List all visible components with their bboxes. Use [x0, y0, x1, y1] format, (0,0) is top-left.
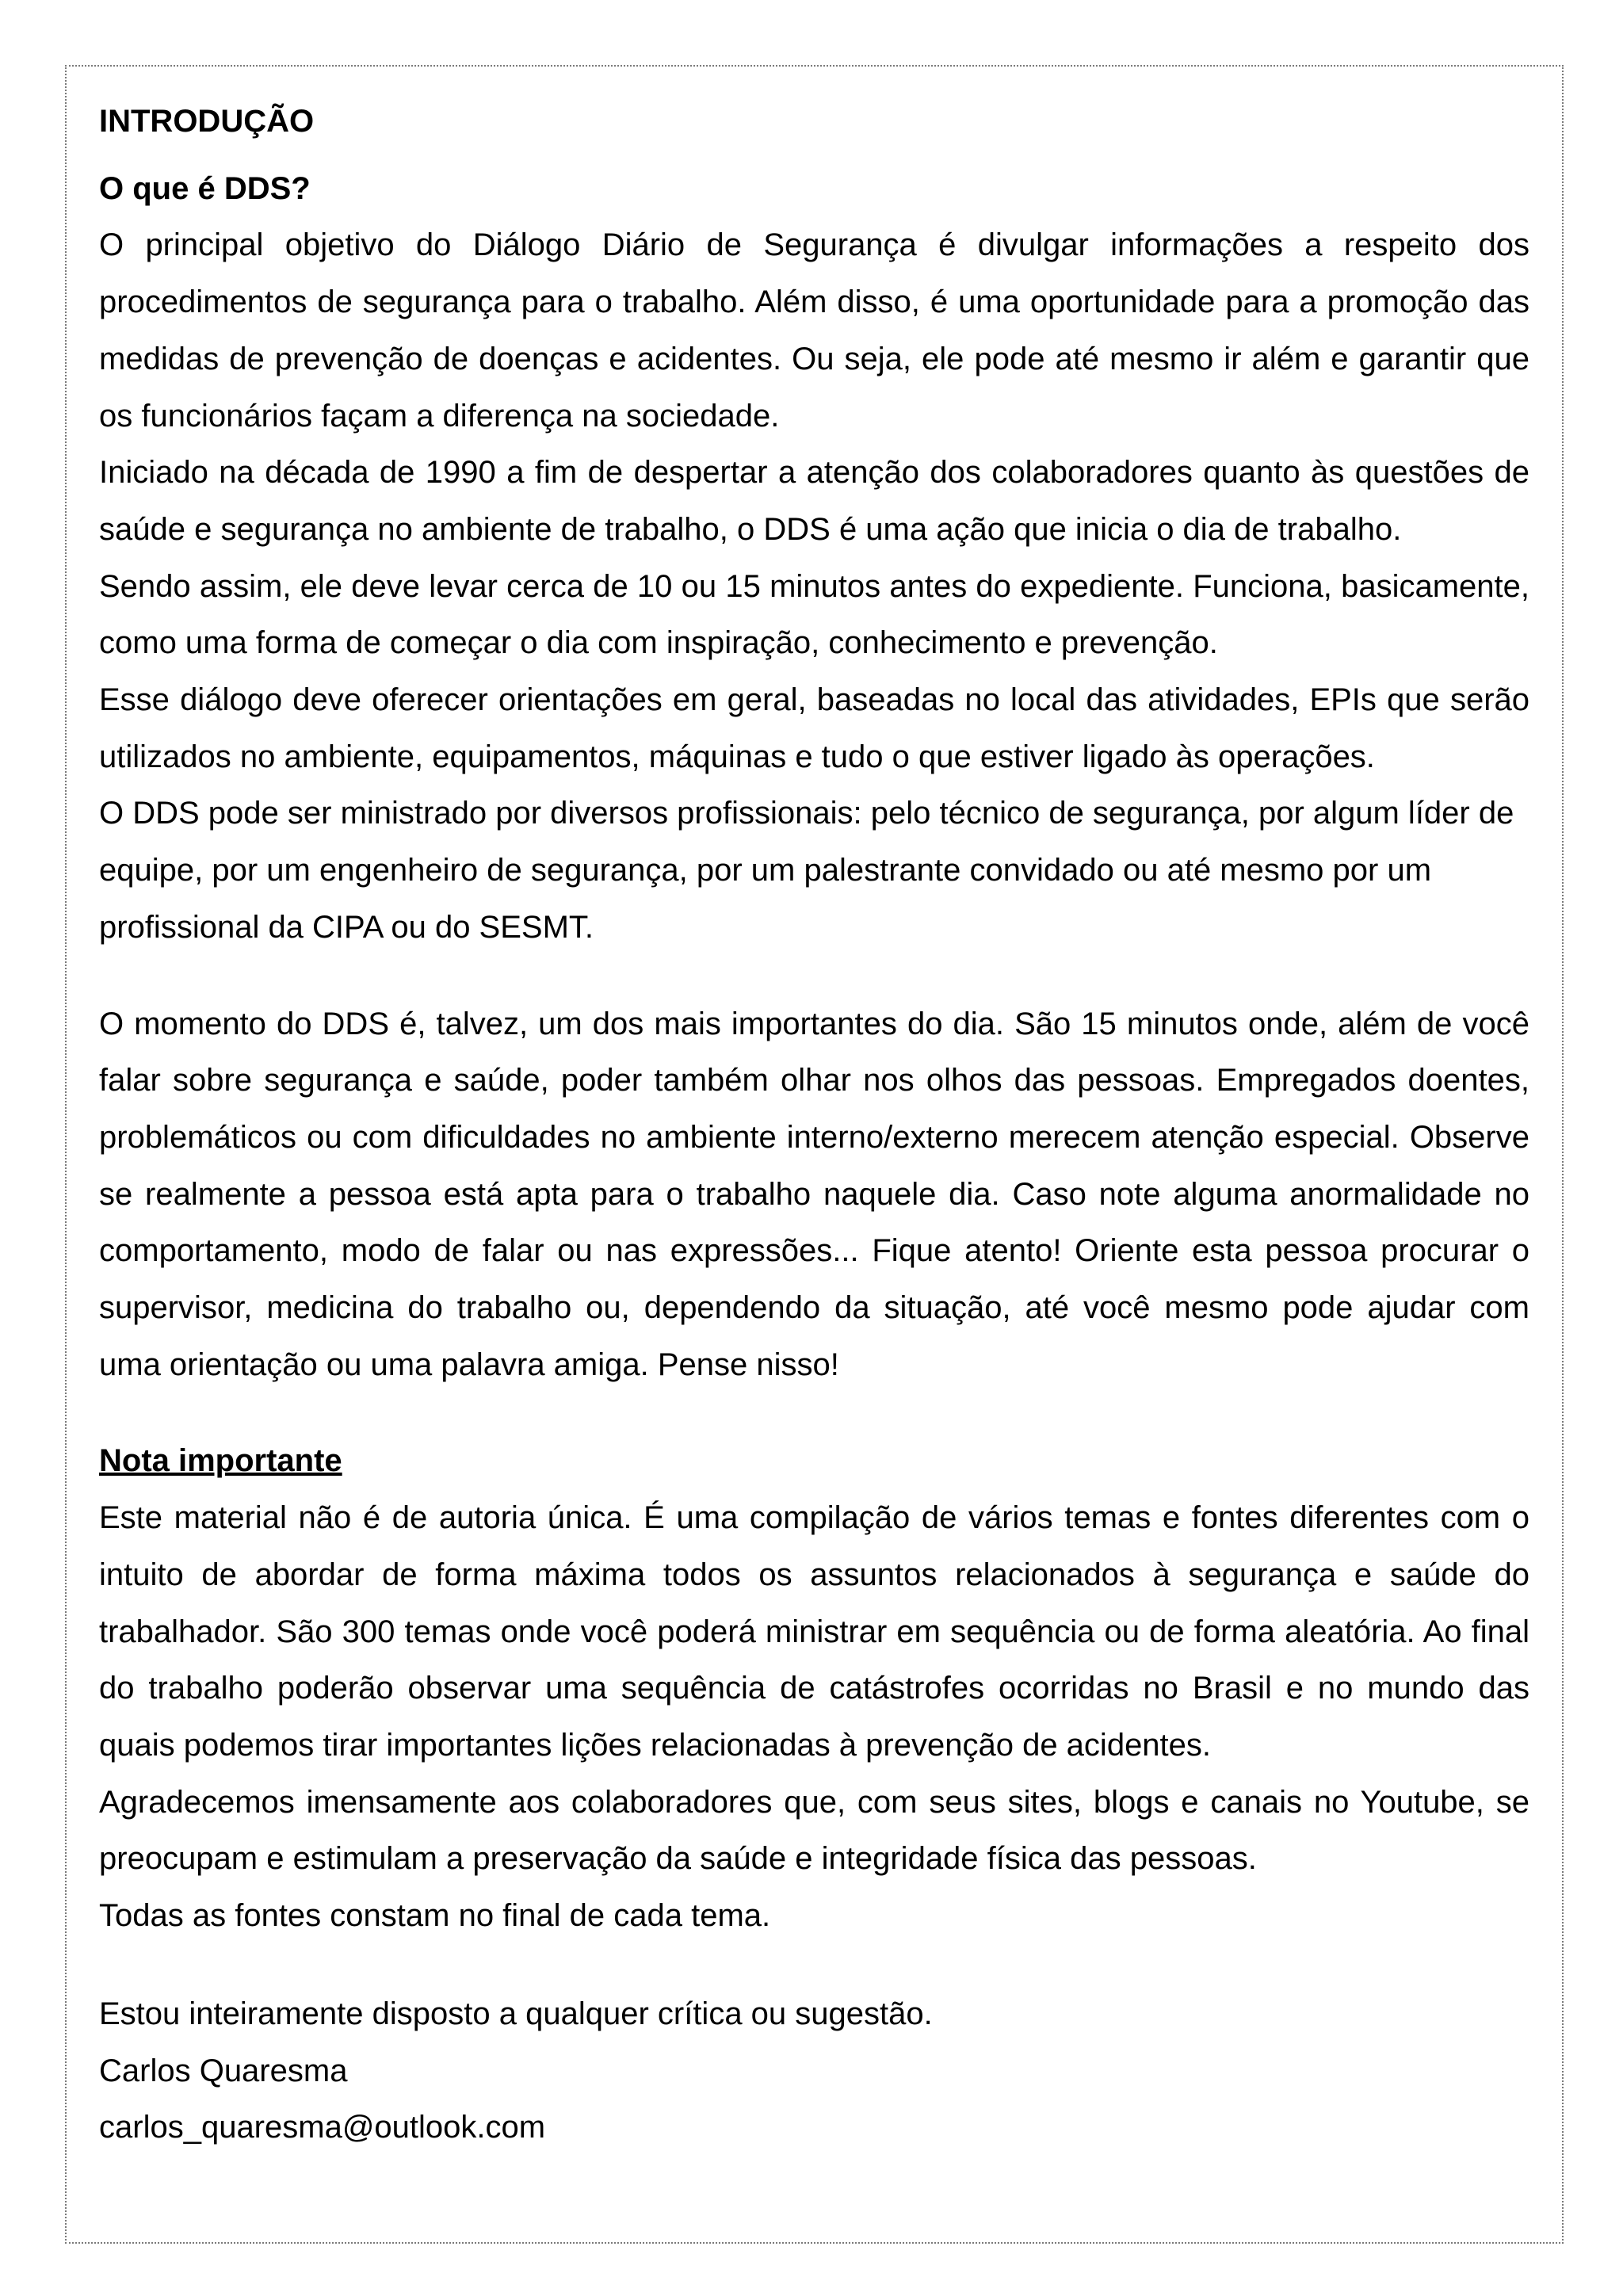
document-body	[99, 94, 1529, 2157]
note-paragraph-thanks: Agradecemos imensamente aos colaboradores que, com seus sites, blogs e canais no Youtube, se preocupam e estimulam a preservação da saúde e integridade física das pessoas.	[99, 1784, 1529, 1877]
paragraph-origin: Iniciado na década de 1990 a fim de despertar a atenção dos colaboradores quanto às questões de saúde e segurança no ambiente de trabalho, o DDS é uma ação que inicia o dia de trabalho.	[99, 455, 1529, 547]
author-email: carlos_quaresma@outlook.com	[99, 2110, 546, 2145]
note-heading: Nota importante	[99, 1443, 342, 1479]
note-paragraph-authorship: Este material não é de autoria única. É uma compilação de vários temas e fontes diferentes com o intuito de abordar de forma máxima todos os assuntos relacionados à segurança e saúde do trabalhador. São 300 temas onde você poderá ministrar em sequência ou de forma aleatória. Ao final do trabalho poderão observar uma sequência de catástrofes ocorridas no Brasil e no mundo das quais podemos tirar importantes lições relacionadas à prevenção de acidentes.	[99, 1500, 1529, 1763]
document-heading: INTRODUÇÃO	[99, 104, 315, 139]
spacer	[99, 1945, 1529, 1986]
paragraph-duration: Sendo assim, ele deve levar cerca de 10 ou 15 minutos antes do expediente. Funciona, basicamente, como uma forma de começar o dia com inspiração, conhecimento e prevenção.	[99, 568, 1529, 661]
author-name: Carlos Quaresma	[99, 2053, 348, 2088]
closing-line: Estou inteiramente disposto a qualquer crítica ou sugestão.	[99, 1996, 933, 2031]
paragraph-objective: O principal objetivo do Diálogo Diário de Segurança é divulgar informações a respeito dos procedimentos de segurança para o trabalho. Além disso, é uma oportunidade para a promoção das medidas de prevenção de doenças e acidentes. Ou seja, ele pode até mesmo ir além e garantir que os funcionários façam a diferença na sociedade.	[99, 227, 1529, 434]
spacer	[99, 1393, 1529, 1433]
spacer	[99, 957, 1529, 996]
section-subheading: O que é DDS?	[99, 170, 311, 206]
paragraph-presenters: O DDS pode ser ministrado por diversos profissionais: pelo técnico de segurança, por algum líder de equipe, por um engenheiro de segurança, por um palestrante convidado ou até mesmo por um profissional da CIPA ou do SESMT.	[99, 796, 1514, 945]
paragraph-guidance: Esse diálogo deve oferecer orientações em geral, baseadas no local das atividades, EPIs que serão utilizados no ambiente, equipamentos, máquinas e tudo o que estiver ligado às operações.	[99, 682, 1529, 774]
paragraph-moment: O momento do DDS é, talvez, um dos mais importantes do dia. São 15 minutos onde, além de você falar sobre segurança e saúde, poder também olhar nos olhos das pessoas. Empregados doentes, problemáticos ou com dificuldades no ambiente interno/externo merecem atenção especial. Observe se realmente a pessoa está apta para o trabalho naquele dia. Caso note alguma anormalidade no comportamento, modo de falar ou nas expressões... Fique atento! Oriente esta pessoa procurar o supervisor, medicina do trabalho ou, dependendo da situação, até você mesmo pode ajudar com uma orientação ou uma palavra amiga. Pense nisso!	[99, 1006, 1529, 1382]
note-paragraph-sources: Todas as fontes constam no final de cada tema.	[99, 1898, 771, 1934]
